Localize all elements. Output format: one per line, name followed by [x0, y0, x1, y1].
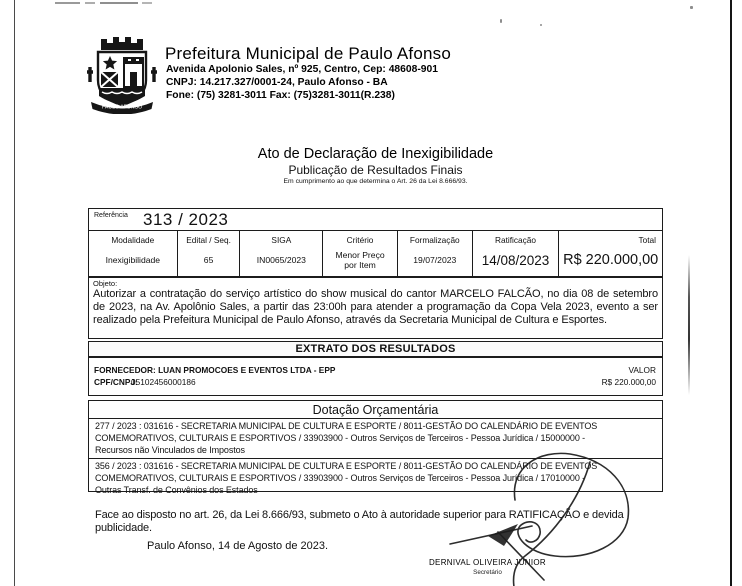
org-phone: Fone: (75) 3281-3011 Fax: (75)3281-3011(R.238): [166, 90, 395, 101]
scan-artifact: [55, 2, 80, 4]
col-value: Menor Preço por Item: [335, 250, 385, 270]
document-subtitle: Publicação de Resultados Finais: [288, 163, 463, 177]
col-value: 14/08/2023: [481, 252, 550, 268]
dotacao-item-line: 277 / 2023 : 031616 - SECRETARIA MUNICIPAL DE CULTURA E ESPORTE / 8011-GESTÃO DO CALENDÁRIO DE EVENTOS: [95, 421, 598, 431]
dotacao-item-line: Outras Transf. de Convênios dos Estados: [95, 484, 258, 495]
objeto-label: Objeto:: [93, 279, 118, 288]
dotacao-item-line: 356 / 2023 : 031616 - SECRETARIA MUNICIPAL DE CULTURA E ESPORTE / 8011-GESTÃO DO CALENDÁRIO DE EVENTOS: [95, 460, 598, 471]
summary-col-criterio: [323, 231, 398, 276]
coat-of-arms-banner-text: PAULO AFONSO: [101, 104, 143, 111]
org-address: Avenida Apolonio Sales, nº 925, Centro, Cep: 48608-901: [166, 64, 438, 75]
signer-name: DERNIVAL OLIVEIRA JUNIOR: [428, 558, 546, 567]
dateline: Paulo Afonso, 14 de Agosto de 2023.: [147, 540, 329, 552]
extrato-header: EXTRATO DOS RESULTADOS: [88, 341, 663, 357]
dotacao-item-line: Recursos não Vinculados de Impostos: [95, 444, 245, 455]
col-header: Formalização: [409, 235, 460, 245]
col-header: SIGA: [271, 235, 292, 245]
col-header: Modalidade: [111, 235, 155, 245]
closing-line: Face ao disposto no art. 26, da Lei 8.666/93, submeto o Ato à autoridade superior para RATIFICAÇÃO e devida: [95, 509, 624, 521]
scan-edge-right: [730, 0, 732, 586]
reference-number: 313 / 2023: [143, 210, 229, 229]
scan-artifact: [690, 6, 693, 9]
col-value: 19/07/2023: [413, 254, 457, 265]
scan-artifact: [540, 24, 542, 26]
cpf-value: 05102456000186: [131, 376, 196, 387]
cpf-label: CPF/CNPJ:: [94, 376, 138, 387]
summary-col-formalizacao: [398, 231, 473, 276]
cpf-line: [94, 377, 335, 389]
summary-col-total: [559, 231, 662, 276]
summary-col-edital: [178, 231, 241, 276]
org-cnpj: CNPJ: 14.217.327/0001-24, Paulo Afonso - BA: [166, 77, 388, 88]
dotacao-item-line: COMEMORATIVOS, CULTURAIS E ESPORTIVOS / 33903900 - Outros Serviços de Terceiros - Pessoa Jurídica / 15000000 -: [95, 432, 586, 443]
org-name: Prefeitura Municipal de Paulo Afonso: [165, 44, 451, 63]
municipality-coat-of-arms-icon: [86, 34, 158, 114]
scan-artifact: [500, 19, 502, 23]
col-header: Critério: [346, 235, 374, 245]
scan-artifact: [100, 2, 138, 4]
summary-col-ratificacao: [473, 231, 560, 276]
valor-label: VALOR: [628, 365, 656, 375]
summary-table: [88, 230, 663, 277]
scan-artifact: [85, 2, 95, 4]
closing-line: publicidade.: [95, 522, 152, 534]
col-value: IN0065/2023: [256, 254, 306, 265]
reference-box: [88, 208, 663, 231]
scan-artifact: [688, 255, 690, 395]
scan-edge-left: [14, 0, 15, 586]
document-legal-note: Em cumprimento ao que determina o Art. 26 da Lei 8.666/93.: [283, 178, 468, 185]
document-title: Ato de Declaração de Inexigibilidade: [257, 146, 494, 162]
summary-col-siga: [240, 231, 323, 276]
handwritten-signature: [440, 438, 650, 586]
fornecedor-line: FORNECEDOR: LUAN PROMOCOES E EVENTOS LTDA - EPP: [94, 365, 336, 375]
reference-label: Referência: [94, 212, 128, 219]
col-header: Ratificação: [494, 235, 537, 245]
valor-value: R$ 220.000,00: [601, 376, 656, 387]
dotacao-title: Dotação Orçamentária: [89, 401, 662, 419]
col-value: Inexigibilidade: [105, 254, 161, 265]
objeto-box: [88, 277, 663, 339]
title-block: [88, 146, 663, 185]
col-header: Edital / Seq.: [186, 235, 231, 245]
col-value: R$ 220.000,00: [563, 251, 659, 268]
summary-col-modalidade: [89, 231, 178, 276]
valor-block: [602, 365, 656, 388]
dotacao-item-line: COMEMORATIVOS, CULTURAIS E ESPORTIVOS / 33903900 - Outros Serviços de Terceiros - Pessoa Jurídica / 17010000 -: [95, 472, 586, 483]
scan-artifact: [142, 2, 152, 4]
col-value: 65: [203, 254, 214, 265]
extrato-results-box: [88, 357, 663, 396]
signer-role: Secretário: [473, 569, 502, 576]
objeto-text: Autorizar a contratação do serviço artístico do show musical do cantor MARCELO FALCÃO, no dia 08 de setembro de 2023, na Av. Apolônio Sales, a partir das 23:00h para atender a programação da Copa Vela 2023, evento a ser realizado pela Prefeitura Municipal de Paulo Afonso, através da Secretaria Municipal de Cultura e Esportes.: [93, 288, 658, 326]
col-header: Total: [638, 235, 656, 245]
fornecedor-block: [94, 365, 335, 388]
